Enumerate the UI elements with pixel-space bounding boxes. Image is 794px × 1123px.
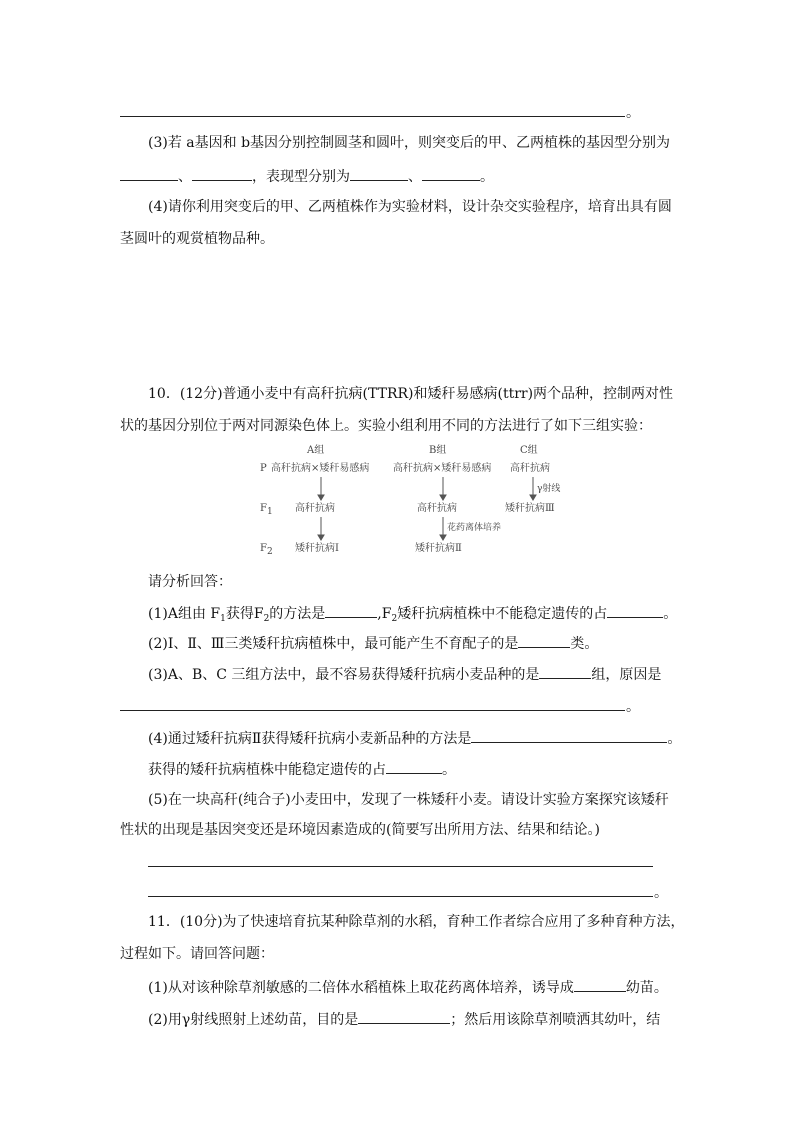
arrowhead	[440, 495, 446, 500]
gamma-ray-label: γ射线	[537, 484, 561, 494]
q9-part3-line1: (3)若 a基因和 b基因分别控制圆茎和圆叶，则突变后的甲、乙两植株的基因型分别为	[148, 135, 671, 151]
answer-blank[interactable]	[386, 758, 442, 774]
p-generation-label: P	[260, 463, 267, 474]
text: 。	[480, 169, 494, 185]
answer-blank[interactable]	[471, 727, 667, 743]
answer-line	[120, 116, 625, 117]
f2-generation-label: F2	[260, 543, 273, 557]
q10-part3: (3)A、B、C 三组方法中，最不容易获得矮秆抗病小麦品种的是 组，原因是	[148, 663, 661, 685]
answer-line[interactable]	[120, 710, 625, 711]
q10-prompt: 请分析回答：	[148, 574, 232, 590]
end-mark: 。	[654, 885, 668, 901]
q10-part5-line2: 性状的出现是基因突变还是环境因素造成的(简要写出所用方法、结果和结论。)	[120, 822, 600, 838]
answer-blank[interactable]	[422, 165, 480, 181]
q9-part4-line2: 茎圆叶的观赏植物品种。	[120, 231, 274, 247]
f1-generation-label: F1	[260, 503, 273, 517]
group-c-parent: 高秆抗病	[510, 463, 550, 474]
group-b-f1: 高秆抗病	[417, 503, 457, 514]
group-c-label: C组	[520, 445, 538, 456]
arrowhead	[318, 535, 324, 540]
group-b-label: B组	[429, 445, 447, 456]
answer-blank[interactable]	[607, 602, 663, 618]
q10-part5-line1: (5)在一块高秆(纯合子)小麦田中，发现了一株矮秆小麦。请设计实验方案探究该矮秆	[148, 792, 669, 808]
q10-part1: (1)A组由 $F_1$获得$F_2$的方法是 $,F_2$矮秆抗病植株中不能稳定遗传的占 。	[148, 602, 677, 629]
answer-blank[interactable]	[350, 165, 408, 181]
text: ，表现型分别为	[252, 169, 350, 185]
group-a-label: A组	[307, 445, 325, 456]
q10-intro-line1: 10．(12分)普通小麦中有高秆抗病(TTRR)和矮秆易感病(ttrr)两个品种，控制两对性	[148, 386, 674, 402]
group-b-parents: 高秆抗病×矮秆易感病	[393, 463, 492, 474]
q10-part4-line2: 获得的矮秆抗病植株中能稳定遗传的占 。	[148, 758, 456, 780]
q10-part2: (2)Ⅰ、Ⅱ、Ⅲ三类矮秆抗病植株中，最可能产生不育配子的是 类。	[148, 632, 598, 654]
group-c-result: 矮秆抗病Ⅲ	[505, 503, 555, 514]
answer-blank[interactable]	[325, 602, 377, 618]
answer-blank[interactable]	[120, 165, 178, 181]
answer-blank[interactable]	[539, 663, 591, 679]
q11-intro-line1: 11．(10分)为了快速培育抗某种除草剂的水稻，育种工作者综合应用了多种育种方法，	[148, 914, 685, 930]
q10-intro-line2: 状的基因分别位于两对同源染色体上。实验小组利用不同的方法进行了如下三组实验：	[120, 418, 652, 434]
arrowhead	[530, 495, 536, 500]
end-mark: 。	[626, 105, 640, 121]
q11-part2: (2)用γ射线照射上述幼苗，目的是 ；然后用该除草剂喷洒其幼叶，结	[148, 1008, 660, 1030]
text: 、	[178, 169, 192, 185]
group-a-f1: 高秆抗病	[295, 503, 335, 514]
arrowhead	[318, 495, 324, 500]
answer-blank[interactable]	[358, 1008, 450, 1024]
group-a-parents: 高秆抗病×矮秆易感病	[271, 463, 370, 474]
arrowhead	[440, 535, 446, 540]
group-a-f2: 矮秆抗病Ⅰ	[295, 543, 339, 554]
end-mark: 。	[626, 699, 640, 715]
answer-blank[interactable]	[518, 632, 570, 648]
anther-culture-label: 花药离体培养	[447, 523, 502, 533]
q9-part3-line2	[120, 165, 494, 187]
q9-part4-line1: (4)请你利用突变后的甲、乙两植株作为实验材料，设计杂交实验程序，培育出具有圆	[148, 199, 672, 215]
group-b-result: 矮秆抗病Ⅱ	[415, 543, 462, 554]
answer-line[interactable]	[148, 866, 653, 867]
text: 、	[408, 169, 422, 185]
answer-blank[interactable]	[574, 976, 626, 992]
answer-line[interactable]	[148, 896, 653, 897]
breeding-diagram	[255, 440, 595, 565]
answer-blank[interactable]	[192, 165, 252, 181]
q11-part1: (1)从对该种除草剂敏感的二倍体水稻植株上取花药离体培养，诱导成 幼苗。	[148, 976, 668, 998]
q11-intro-line2: 过程如下。请回答问题：	[120, 946, 274, 962]
q10-part4-line1: (4)通过矮秆抗病Ⅱ获得矮秆抗病小麦新品种的方法是 。	[148, 727, 681, 749]
